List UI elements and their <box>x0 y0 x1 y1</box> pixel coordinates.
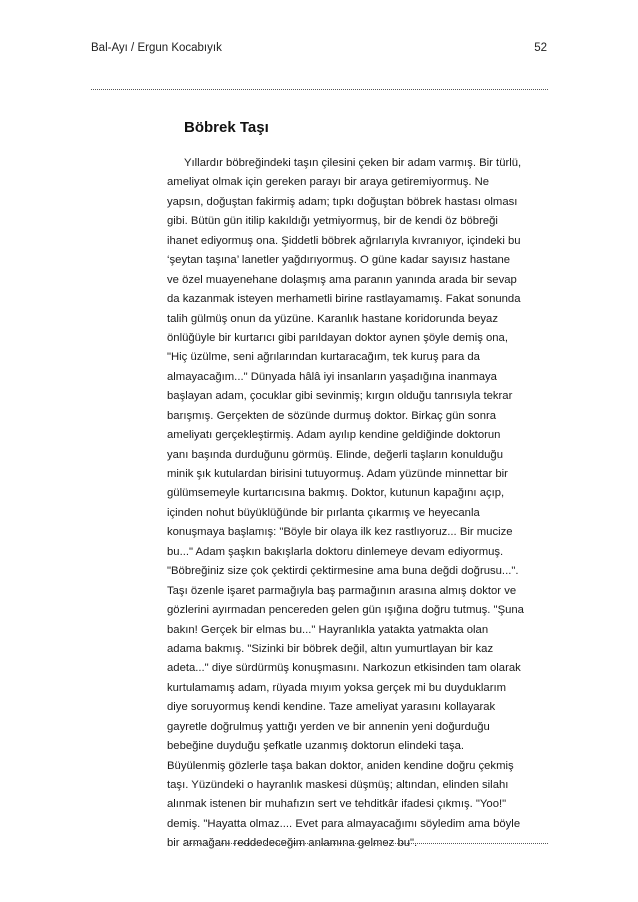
text-line: Yıllardır böbreğindeki taşın çilesini çeken bir adam varmış. Bir türlü, <box>184 157 522 169</box>
text-line: talih gülmüş onun da yüzüne. Karanlık hastane koridorunda beyaz <box>167 312 498 325</box>
text-line: barışmış. Gerçekten de sözünde durmuş doktor. Birkaç gün sonra <box>167 409 497 422</box>
footer-divider <box>184 843 548 844</box>
text-line: bir armağanı reddedeceğim anlamına gelmez bu". <box>167 837 418 850</box>
text-line: Taşı özenle işaret parmağıyla baş parmağının arasına almış doktor ve <box>167 584 517 597</box>
text-line: "Böbreğiniz size çok çektirdi çektirmesine ama buna değdi doğrusu...". <box>167 565 519 578</box>
text-line: ameliyat olmak için gereken parayı bir araya getiremiyormuş. Ne <box>167 176 490 189</box>
text-line: yapsın, doğuştan fakirmiş adam; tıpkı doğuştan böbrek hastası olması <box>167 195 518 208</box>
chapter-title: Böbrek Taşı <box>184 119 269 136</box>
text-line: adama bakmış. "Sizinki bir böbrek değil, altın yumurtlayan bir kaz <box>167 642 494 655</box>
text-line: ihanet ediyormuş ona. Şiddetli böbrek ağrılarıyla kıvranıyor, içindeki bu <box>167 234 521 247</box>
text-line: taşı. Yüzündeki o hayranlık maskesi düşmüş; altından, elinden silahı <box>167 779 509 791</box>
text-line: bakın! Gerçek bir elmas bu..." Hayranlıkla yatakta yatmakta olan <box>167 623 489 636</box>
text-line: önlüğüyle bir kurtarıcı gibi parıldayan doktor aynen şöyle demiş ona, <box>167 331 508 344</box>
body-text <box>167 154 557 854</box>
text-line: konuşmaya başlamış: "Böyle bir olaya ilk kez rastlıyoruz... Bir mucize <box>167 526 513 539</box>
text-line: yanı başında durduğunu görmüş. Elinde, değerli taşların konulduğu <box>167 448 503 461</box>
text-line: ameliyatı gerçekleştirmiş. Adam ayılıp kendine geldiğinde doktorun <box>167 429 501 442</box>
text-line: bu..." Adam şaşkın bakışlarla doktoru dinlemeye devam ediyormuş. <box>167 545 504 558</box>
text-line: "Hiç üzülme, seni ağrılarından kurtaracağım, tek kuruş para da <box>167 351 480 364</box>
text-line: demiş. "Hayatta olmaz.... Evet para almayacağımı söyledim ama böyle <box>167 817 521 830</box>
text-line: gülümsemeyle kurtarıcısına bakmış. Doktor, kutunun kapağını açıp, <box>167 487 505 500</box>
text-line: adeta..." diye sürdürmüş konuşmasını. Narkozun etkisinden tam olarak <box>167 662 521 675</box>
text-line: gayretle doğrulmuş yattığı yerden ve bir annenin yeni doğurduğu <box>167 720 490 733</box>
text-line: da kazanmak isteyen merhametli birine rastlayamamış. Fakat sonunda <box>167 293 521 306</box>
text-line: ve özel muayenehane dolaşmış ama paranın yanında arada bir sevap <box>167 273 517 286</box>
running-head-title: Bal-Ayı / Ergun Kocabıyık <box>91 42 222 54</box>
text-line: kurtulamamış adam, rüyada mıyım yoksa gerçek mi bu duyduklarım <box>167 681 507 694</box>
text-line: ‘şeytan taşına’ lanetler yağdırıyormuş. O güne kadar sayısız hastane <box>167 254 511 267</box>
text-line: gibi. Bütün gün itilip kakıldığı yetmiyormuş, bir de kendi öz böbreği <box>167 215 498 228</box>
text-line: diye soruyormuş kendi kendine. Taze ameliyat yarasını kollayarak <box>167 701 496 714</box>
text-line: içinden nohut büyüklüğünde bir pırlanta çıkarmış ve heyecanla <box>167 506 480 519</box>
text-line: minik şık kutulardan birisini tutuyormuş. Adam yüzünde minnettar bir <box>167 468 508 480</box>
text-line: bebeğine duyduğu şefkatle uzanmış doktorun elindeki taşa. <box>167 740 465 753</box>
page-number: 52 <box>534 42 547 54</box>
text-line: başlayan adam, çocuklar gibi sevinmiş; kırgın olduğu tanrısıyla tekrar <box>167 390 513 403</box>
text-line: alınmak istenen bir muhafızın sert ve tehditkâr ifadesi çıkmış. "Yoo!" <box>167 798 507 811</box>
header-divider <box>91 89 548 90</box>
text-line: gözlerini ayırmadan pencereden gelen gün ışığına doğru tutmuş. "Şuna <box>167 604 524 617</box>
text-line: Büyülenmiş gözlerle taşa bakan doktor, aniden kendine doğru çekmiş <box>167 759 514 772</box>
text-line: almayacağım..." Dünyada hâlâ iyi insanların yaşadığına inanmaya <box>167 370 497 383</box>
